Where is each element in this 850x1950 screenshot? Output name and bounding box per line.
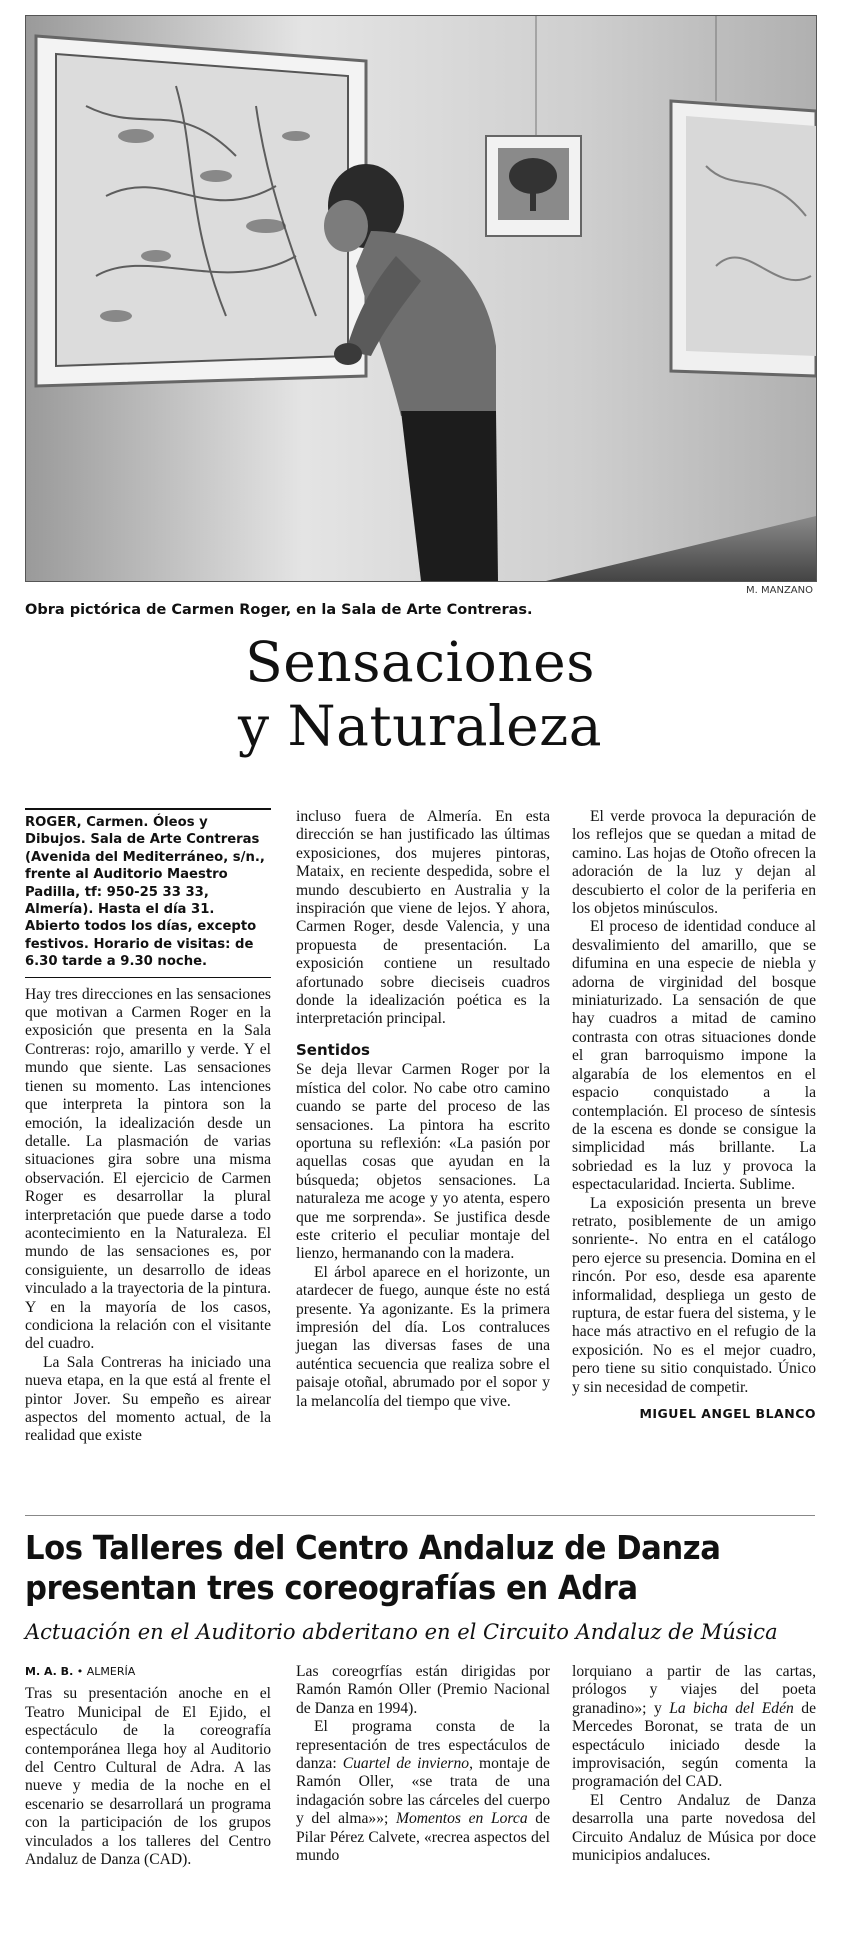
headline-talleres xyxy=(25,1528,760,1608)
article1-paragraph: La Sala Contreras ha iniciado una nueva etapa, en la que está al frente el pintor Jover. Su empeño es airear aspectos del momento actual, de la realidad que existe xyxy=(25,1353,271,1445)
text-run: de Mercedes Boronat, se trata de un espectáculo iniciado desde la improvisación, según comenta la programación del CAD. xyxy=(572,1699,817,1791)
article1-column-1 xyxy=(25,808,271,1446)
dateline-place: ALMERÍA xyxy=(86,1665,136,1678)
headline2-line-2: presentan tres coreografías en Adra xyxy=(25,1568,638,1607)
article1-column-3 xyxy=(572,808,816,1423)
article2-dateline: M. A. B. • ALMERÍA xyxy=(25,1665,136,1678)
work-title: Cuartel de invierno xyxy=(342,1755,470,1773)
article2-paragraph: El Centro Andaluz de Danza desarrolla una parte novedosa del Circuito Andaluz de Música por doce municipios andaluces. xyxy=(572,1791,816,1865)
article1-paragraph: La exposición presenta un breve retrato, posiblemente de un amigo sonriente-. No entra en el catálogo pero ejerce su presencia. Domina en el rincón. Por eso, desde esa aparente informalidad, despliega un gesto de ruptura, de estar fuera del sistema, y le hace más atractivo en el refugio de la exposición. No es el mejor cuadro, pero tiene su sitio conquistado. Único y sin necesidad de competir. xyxy=(572,1194,816,1396)
article2-paragraph xyxy=(572,1663,816,1792)
article1-paragraph: El árbol aparece en el horizonte, un atardecer de fuego, aunque éste no está presente. Ya agonizante. Es la primera impresión del día. Los contraluces juegan las diversas fases de una auténtica secuencia que realiza sobre el paisaje otoñal, abrumado por el sopor y la melancolía del tiempo que vive. xyxy=(296,1263,550,1410)
article1-column-2 xyxy=(296,808,550,1411)
text-run: El programa consta de la representación de tres espectáculos de danza: xyxy=(296,1718,550,1773)
section-divider xyxy=(25,1515,815,1516)
article2-column-3 xyxy=(572,1663,816,1865)
subhead-sentidos: Sentidos xyxy=(296,1040,370,1059)
headline2-line-1: Los Talleres del Centro Andaluz de Danza xyxy=(25,1528,721,1567)
article1-byline: MIGUEL ANGEL BLANCO xyxy=(639,1406,816,1421)
article1-paragraph: Se deja llevar Carmen Roger por la mística del color. No cabe otro camino cuando se parte del proceso de las sensaciones. La pintora ha escrito oportuna su reflexión: «La pasión por aquellas cosas que ayudan en la búsqueda; objetos sensaciones. La naturaleza me acoge y yo atenta, espero que me sorprenda». Se justifica desde este criterio el peculiar montaje del lienzo, hermanando con la madera. xyxy=(296,1061,550,1263)
work-title: Momentos en Lorca xyxy=(396,1810,528,1828)
article2-paragraph: Las coreogrfías están dirigidas por Ramón Ramón Oller (Premio Nacional de Danza en 1994). xyxy=(296,1663,550,1717)
exhibition-photo xyxy=(25,15,817,582)
headline-line-1: Sensaciones xyxy=(245,630,595,694)
article2-paragraph xyxy=(296,1718,550,1865)
headline-line-2: y Naturaleza xyxy=(238,694,602,758)
work-title: La bicha del Edén xyxy=(669,1699,794,1717)
article2-deck: Actuación en el Auditorio abderitano en el Circuito Andaluz de Música xyxy=(25,1620,778,1644)
text-run: , montaje de Ramón Oller, «se trata de una indagación sobre las cárceles del cuerpo y del alma»»; xyxy=(296,1755,550,1828)
headline-sensaciones xyxy=(120,630,720,758)
article2-column-2 xyxy=(296,1663,550,1865)
article1-paragraph: incluso fuera de Almería. En esta dirección se han justificado las últimas exposiciones, dos mujeres pintoras, Mataix, en reciente despedida, sobre el mundo descubierto en Australia y la inspiración que viene de lejos. Y ahora, Carmen Roger, desde Valencia, y una propuesta de presentación. La exposición contiene un resultado afortunado sobre dieciseis cuadros donde la idealización poética es la interpretación principal. xyxy=(296,808,550,1028)
exhibition-infobox: ROGER, Carmen. Óleos y Dibujos. Sala de Arte Contreras (Avenida del Mediterráneo, s/n., frente al Auditorio Maestro Padilla, tf: 950-25 33 33, Almería). Hasta el día 31. Abierto todos los días, excepto festivos. Horario de visitas: de 6.30 tarde a 9.30 noche. xyxy=(25,808,271,978)
dateline-author: M. A. B. xyxy=(25,1665,74,1678)
article2-paragraph: Tras su presentación anoche en el Teatro Municipal de El Ejido, el espectáculo de la coreografía contemporánea llega hoy al Auditorio del Centro Cultural de Adra. A las nueve y media de la noche en el escenario se desarrollará un programa con la participación de los grupos vinculados a los talleres del Centro Andaluz de Danza (CAD). xyxy=(25,1685,271,1869)
article1-paragraph: El proceso de identidad conduce al desvalimiento del amarillo, que se difumina en una especie de niebla y adorna de virginidad del bosque miniaturizado. La sensación de que hay cuadros a mitad de camino contrasta con otras situaciones donde el gran barroquismo impone la algarabía de los elementos en el espacio conquistado a la contemplación. El proceso de síntesis de la escena es donde se consigue la simplicidad más brillante. La sobriedad es la luz y provoca la espectacularidad. Incierta. Sublime. xyxy=(572,918,816,1194)
article2-column-1 xyxy=(25,1663,271,1869)
photo-credit: M. MANZANO xyxy=(746,585,813,596)
article1-paragraph: El verde provoca la depuración de los reflejos que se quedan a mitad de camino. Las hojas de Otoño ofrecen la adoración de la luz y dejan al descubierto el color de la periferia en los objetos minúsculos. xyxy=(572,808,816,918)
photo-caption: Obra pictórica de Carmen Roger, en la Sala de Arte Contreras. xyxy=(25,602,533,618)
article1-paragraph: Hay tres direcciones en las sensaciones que motivan a Carmen Roger en la exposición que presenta en la Sala Contreras: rojo, amarillo y verde. Y el mundo que siente. Las sensaciones tienen su momento. Las intenciones que interpreta la pintora son la emoción, la idealización desde un detalle. La plasmación de varias situaciones gira sobre una misma observación. El ejercicio de Carmen Roger es desarrollar la plural interpretación que puede darse a todo acontecimiento en la Naturaleza. El mundo de las sensaciones es, por consiguiente, un desarrollo de ideas vinculado a la trayectoria de la pintura. Y en la mayoría de los casos, condiciona la relación con el visitante del cuadro. xyxy=(25,985,271,1353)
text-run: de Pilar Pérez Calvete, «recrea aspectos del mundo xyxy=(296,1810,550,1865)
text-run: lorquiano a partir de las cartas, prólogos y viajes del poeta granadino»; y xyxy=(572,1663,816,1717)
